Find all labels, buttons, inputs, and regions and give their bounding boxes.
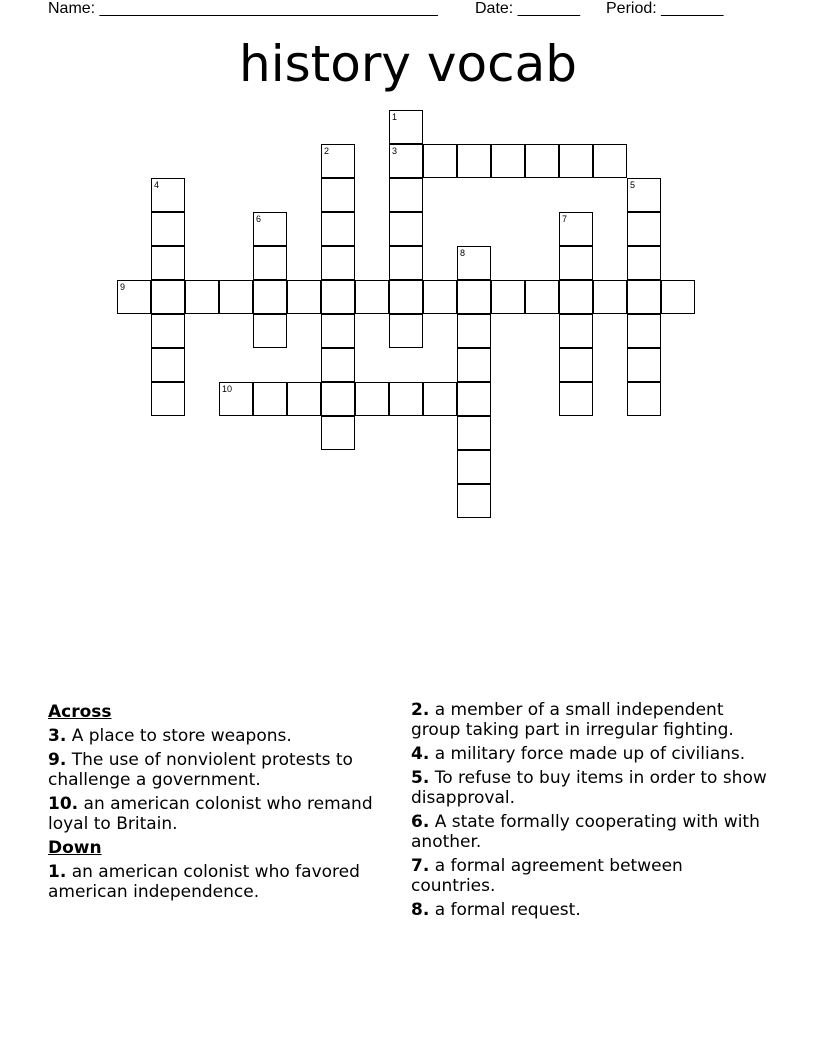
clue-number-label: 7 [562, 214, 568, 224]
crossword-cell[interactable] [321, 382, 355, 416]
date-field[interactable]: Date: _______ [475, 0, 580, 17]
clue-number-label: 9 [120, 282, 126, 292]
crossword-cell[interactable] [253, 246, 287, 280]
clue-number-label: 10 [222, 384, 233, 394]
crossword-cell[interactable] [593, 280, 627, 314]
clue-number-label: 5 [630, 180, 636, 190]
clues-left-column [48, 700, 398, 906]
crossword-cell[interactable] [627, 382, 661, 416]
crossword-cell[interactable] [525, 144, 559, 178]
crossword-cell[interactable] [355, 280, 389, 314]
crossword-cell[interactable] [457, 416, 491, 450]
clue-down-7: 7. a formal agreement between countries. [411, 856, 683, 896]
clue-number-label: 1 [392, 112, 398, 122]
crossword-cell[interactable] [389, 178, 423, 212]
crossword-cell[interactable] [525, 280, 559, 314]
crossword-cell[interactable] [321, 144, 355, 178]
crossword-cell[interactable] [627, 314, 661, 348]
clues-right-column [411, 700, 771, 924]
crossword-cell[interactable] [457, 280, 491, 314]
crossword-cell[interactable] [559, 212, 593, 246]
crossword-cell[interactable] [389, 246, 423, 280]
crossword-cell[interactable] [219, 280, 253, 314]
clue-down-5: 5. To refuse to buy items in order to show disapproval. [411, 768, 767, 808]
crossword-cell[interactable] [389, 280, 423, 314]
crossword-cell[interactable] [321, 212, 355, 246]
crossword-cell[interactable] [627, 178, 661, 212]
crossword-cell[interactable] [593, 144, 627, 178]
crossword-cell[interactable] [457, 246, 491, 280]
crossword-cell[interactable] [151, 246, 185, 280]
crossword-cell[interactable] [661, 280, 695, 314]
crossword-cell[interactable] [219, 382, 253, 416]
crossword-cell[interactable] [151, 178, 185, 212]
crossword-cell[interactable] [559, 348, 593, 382]
period-field[interactable]: Period: _______ [606, 0, 724, 17]
crossword-cell[interactable] [253, 212, 287, 246]
clue-number-label: 2 [324, 146, 330, 156]
down-heading: Down [48, 838, 102, 858]
crossword-cell[interactable] [321, 314, 355, 348]
crossword-cell[interactable] [253, 382, 287, 416]
clue-number-label: 8 [460, 248, 466, 258]
crossword-cell[interactable] [151, 348, 185, 382]
crossword-cell[interactable] [389, 110, 423, 144]
crossword-cell[interactable] [423, 144, 457, 178]
crossword-cell[interactable] [457, 450, 491, 484]
crossword-cell[interactable] [117, 280, 151, 314]
crossword-cell[interactable] [355, 382, 389, 416]
clue-down-6: 6. A state formally cooperating with with another. [411, 812, 760, 852]
crossword-cell[interactable] [627, 246, 661, 280]
crossword-cell[interactable] [321, 280, 355, 314]
clue-number-label: 4 [154, 180, 160, 190]
clue-number-label: 6 [256, 214, 262, 224]
crossword-cell[interactable] [457, 144, 491, 178]
crossword-cell[interactable] [321, 348, 355, 382]
crossword-cell[interactable] [457, 382, 491, 416]
crossword-cell[interactable] [457, 484, 491, 518]
clue-number-label: 3 [392, 146, 398, 156]
crossword-cell[interactable] [491, 280, 525, 314]
crossword-cell[interactable] [627, 348, 661, 382]
crossword-cell[interactable] [151, 314, 185, 348]
crossword-cell[interactable] [559, 280, 593, 314]
crossword-cell[interactable] [559, 246, 593, 280]
clue-down-2: 2. a member of a small independent group taking part in irregular fighting. [411, 700, 734, 740]
crossword-cell[interactable] [321, 416, 355, 450]
crossword-cell[interactable] [287, 280, 321, 314]
crossword-cell[interactable] [457, 348, 491, 382]
crossword-cell[interactable] [423, 280, 457, 314]
crossword-cell[interactable] [627, 212, 661, 246]
crossword-cell[interactable] [389, 212, 423, 246]
clue-down-4: 4. a military force made up of civilians. [411, 744, 746, 764]
crossword-cell[interactable] [559, 144, 593, 178]
clue-across-3: 3. A place to store weapons. [48, 726, 292, 746]
crossword-cell[interactable] [423, 382, 457, 416]
crossword-cell[interactable] [151, 280, 185, 314]
crossword-cell[interactable] [321, 178, 355, 212]
crossword-cell[interactable] [253, 314, 287, 348]
clue-across-10: 10. an american colonist who remand loyal to Britain. [48, 794, 373, 834]
crossword-cell[interactable] [253, 280, 287, 314]
crossword-cell[interactable] [491, 144, 525, 178]
crossword-cell[interactable] [389, 144, 423, 178]
name-field[interactable]: Name: ______________________________________ [48, 0, 438, 17]
page-title: history vocab [239, 35, 577, 93]
crossword-cell[interactable] [457, 314, 491, 348]
crossword-cell[interactable] [559, 314, 593, 348]
crossword-cell[interactable] [389, 314, 423, 348]
crossword-cell[interactable] [389, 382, 423, 416]
crossword-cell[interactable] [185, 280, 219, 314]
crossword-cell[interactable] [151, 212, 185, 246]
crossword-cell[interactable] [287, 382, 321, 416]
across-heading: Across [48, 702, 112, 722]
clue-down-1: 1. an american colonist who favored american independence. [48, 862, 360, 902]
crossword-cell[interactable] [559, 382, 593, 416]
crossword-cell[interactable] [627, 280, 661, 314]
crossword-cell[interactable] [151, 382, 185, 416]
clue-across-9: 9. The use of nonviolent protests to challenge a government. [48, 750, 353, 790]
clue-down-8: 8. a formal request. [411, 900, 581, 920]
crossword-cell[interactable] [321, 246, 355, 280]
